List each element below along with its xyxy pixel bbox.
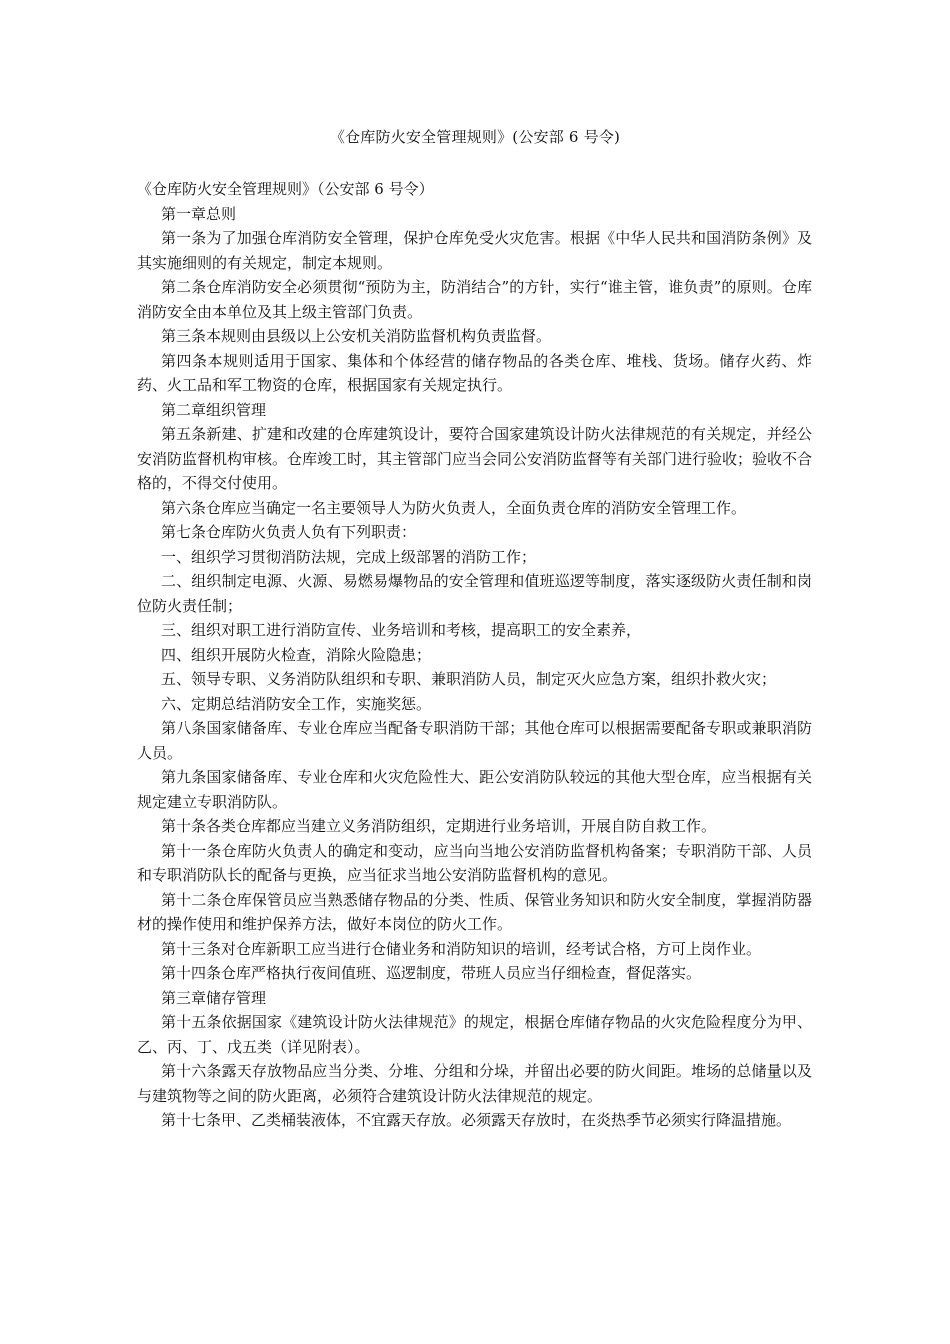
article-paragraph: 第三条本规则由县级以上公安机关消防监督机构负责监督。: [161, 327, 552, 345]
list-item: 二、组织制定电源、火源、易燃易爆物品的安全管理和值班巡逻等制度，落实逐级防火责任制和岗位防火责任制；: [137, 572, 812, 615]
article-paragraph: 第四条本规则适用于国家、集体和个体经营的储存物品的各类仓库、堆栈、货场。储存火药、炸药、火工品和军工物资的仓库，根据国家有关规定执行。: [137, 351, 812, 394]
chapter-heading: 第一章总则: [161, 204, 237, 223]
article-paragraph: 第八条国家储备库、专业仓库应当配备专职消防干部；其他仓库可以根据需要配备专职或兼职消防人员。: [137, 719, 812, 762]
article-paragraph: 第十二条仓库保管员应当熟悉储存物品的分类、性质、保管业务知识和防火安全制度，掌握消防器材的操作使用和维护保养方法，做好本岗位的防火工作。: [137, 890, 812, 933]
article-paragraph: 第十六条露天存放物品应当分类、分堆、分组和分垛，并留出必要的防火间距。堆场的总储量以及与建筑物等之间的防火距离，必须符合建筑设计防火法律规范的规定。: [137, 1062, 812, 1105]
document-body: [137, 177, 812, 1133]
article-paragraph: 第一条为了加强仓库消防安全管理，保护仓库免受火灾危害。根据《中华人民共和国消防条例》及其实施细则的有关规定，制定本规则。: [137, 229, 812, 272]
article-paragraph: 第十条各类仓库都应当建立义务消防组织，定期进行业务培训，开展自防自救工作。: [161, 817, 717, 835]
document-title: 《仓库防火安全管理规则》(公安部 6 号令): [329, 128, 621, 146]
article-paragraph: 第七条仓库防火负责人负有下列职责：: [161, 523, 417, 541]
article-paragraph: 第二条仓库消防安全必须贯彻“预防为主，防消结合”的方针，实行“谁主管，谁负责”的原则。仓库消防安全由本单位及其上级主管部门负责。: [137, 278, 812, 321]
list-item: 六、定期总结消防安全工作，实施奖惩。: [161, 694, 432, 713]
list-item: 三、组织对职工进行消防宣传、业务培训和考核，提高职工的安全素养，: [161, 621, 642, 639]
article-paragraph: 第十一条仓库防火负责人的确定和变动，应当向当地公安消防监督机构备案；专职消防干部、人员和专职消防队长的配备与更换，应当征求当地公安消防监督机构的意见。: [137, 841, 812, 884]
article-paragraph: 第九条国家储备库、专业仓库和火灾危险性大、距公安消防队较远的其他大型仓库，应当根据有关规定建立专职消防队。: [137, 768, 812, 811]
doc-heading-repeat: 《仓库防火安全管理规则》（公安部 6 号令）: [137, 180, 434, 198]
article-paragraph: 第十五条依据国家《建筑设计防火法律规范》的规定，根据仓库储存物品的火灾危险程度分为甲、乙、丙、丁、戊五类（详见附表）。: [137, 1013, 812, 1056]
list-item: 一、组织学习贯彻消防法规，完成上级部署的消防工作；: [161, 547, 537, 566]
article-paragraph: 第六条仓库应当确定一名主要领导人为防火负责人，全面负责仓库的消防安全管理工作。: [161, 498, 747, 517]
article-paragraph: 第十四条仓库严格执行夜间值班、巡逻制度，带班人员应当仔细检查，督促落实。: [161, 964, 702, 982]
chapter-heading: 第三章储存管理: [161, 988, 267, 1007]
list-item: 五、领导专职、义务消防队组织和专职、兼职消防人员，制定灭火应急方案，组织扑救火灾；: [161, 670, 777, 688]
article-paragraph: 第五条新建、扩建和改建的仓库建筑设计，要符合国家建筑设计防火法律规范的有关规定，并经公安消防监督机构审核。仓库竣工时，其主管部门应当会同公安消防监督等有关部门进行验收；验收不合格的，不得交付使用。: [137, 425, 813, 492]
article-paragraph: 第十七条甲、乙类桶装液体，不宜露天存放。必须露天存放时，在炎热季节必须实行降温措施。: [161, 1111, 792, 1129]
list-item: 四、组织开展防火检查，消除火险隐患；: [161, 645, 432, 664]
article-paragraph: 第十三条对仓库新职工应当进行仓储业务和消防知识的培训，经考试合格，方可上岗作业。: [161, 939, 762, 958]
chapter-heading: 第二章组织管理: [161, 400, 267, 419]
